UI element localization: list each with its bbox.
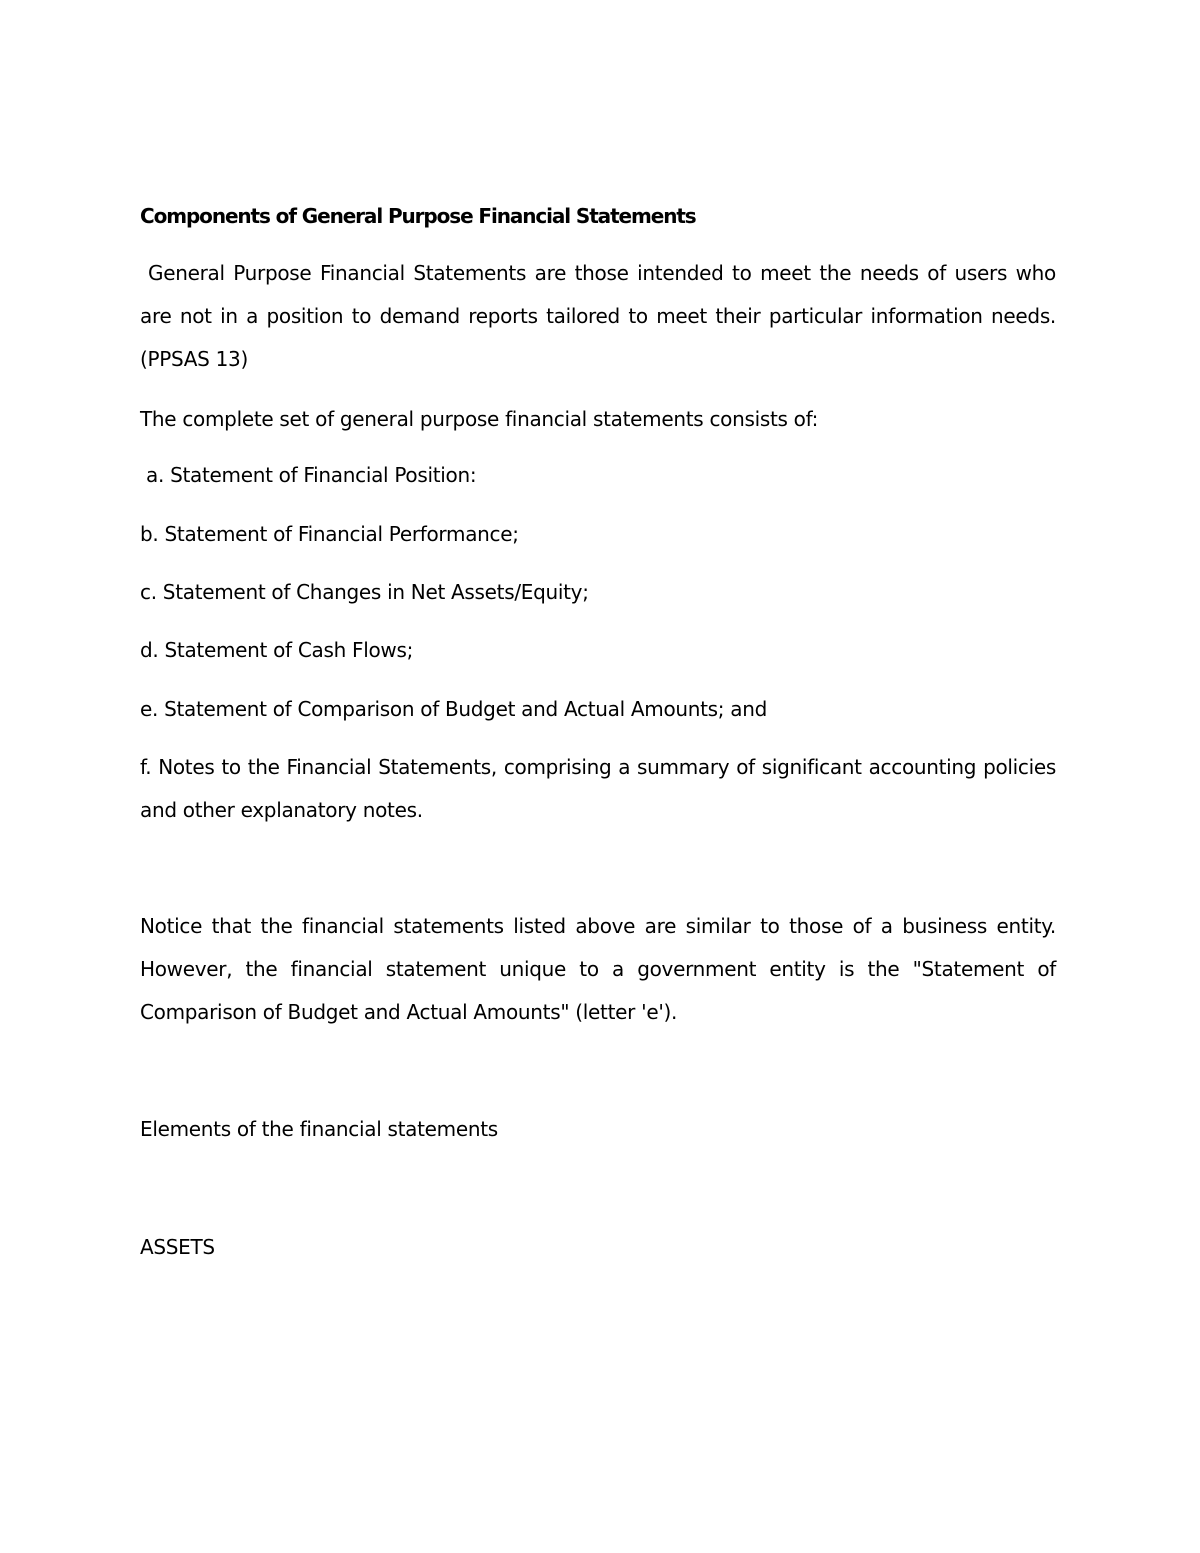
- section-heading: Components of General Purpose Financial Statements: [140, 204, 696, 228]
- list-item: e. Statement of Comparison of Budget and Actual Amounts; and: [140, 697, 768, 721]
- intro-paragraph: General Purpose Financial Statements are those intended to meet the needs of users who are not in a position to demand reports tailored to meet their particular information needs. (PPSAS 13): [140, 261, 1056, 371]
- elements-heading: Elements of the financial statements: [140, 1117, 498, 1141]
- assets-heading: ASSETS: [140, 1235, 215, 1259]
- list-item: b. Statement of Financial Performance;: [140, 522, 519, 546]
- list-item: f. Notes to the Financial Statements, comprising a summary of significant accounting policies and other explanatory notes.: [140, 755, 1056, 822]
- complete-set-paragraph: The complete set of general purpose financial statements consists of:: [140, 407, 819, 431]
- list-item: c. Statement of Changes in Net Assets/Equity;: [140, 580, 589, 604]
- list-item: a. Statement of Financial Position:: [146, 463, 477, 487]
- list-item: d. Statement of Cash Flows;: [140, 638, 414, 662]
- notice-paragraph: Notice that the financial statements listed above are similar to those of a business entity. However, the financial statement unique to a government entity is the "Statement of Comparison of Budget and Actual Amounts" (letter 'e').: [140, 914, 1056, 1024]
